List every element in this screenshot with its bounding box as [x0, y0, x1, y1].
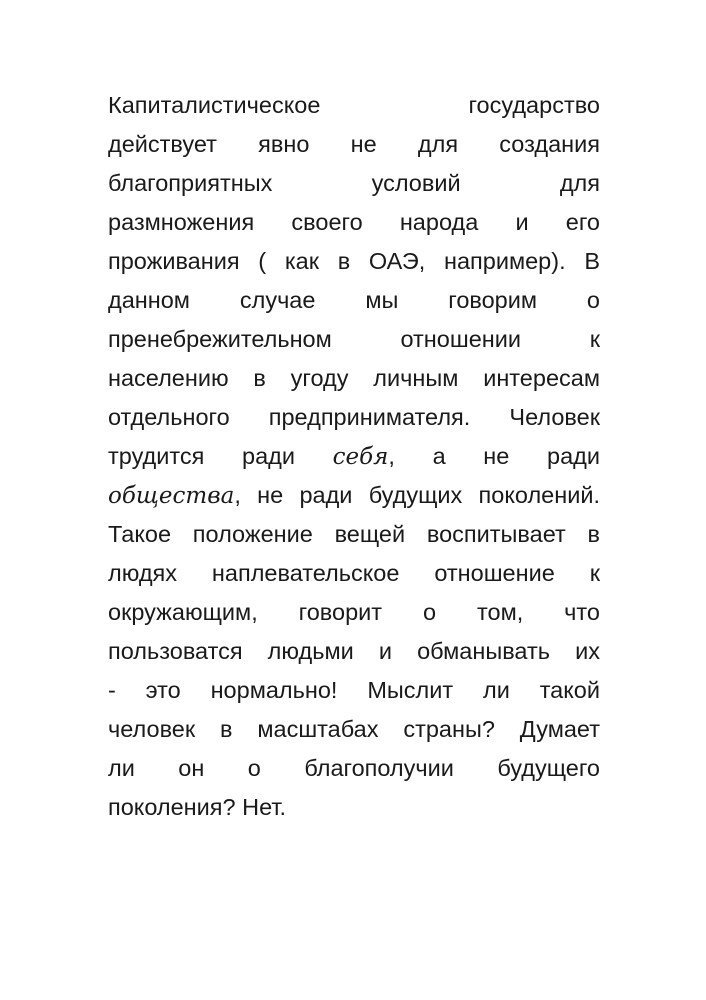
text-line: размножения своего народа и его: [108, 209, 600, 235]
text-line: - это нормально! Мыслит ли такой: [108, 677, 600, 703]
text-segment: , а не ради: [388, 443, 600, 469]
text-line: людях наплевательское отношение к: [108, 560, 600, 586]
text-line: [108, 476, 600, 515]
text-segment: трудится ради: [108, 443, 295, 469]
text-line: Капиталистическое государство: [108, 92, 600, 118]
text-line: данном случае мы говорим о: [108, 287, 600, 313]
text-line: пренебрежительном отношении к: [108, 326, 600, 352]
text-line: ли он о благополучии будущего: [108, 755, 600, 781]
text-line: поколения? Нет.: [108, 794, 287, 820]
emphasized-word: себя: [332, 444, 389, 470]
text-line: Такое положение вещей воспитывает в: [108, 521, 600, 547]
text-line: человек в масштабах страны? Думает: [108, 716, 600, 742]
text-line: действует явно не для создания: [108, 131, 600, 157]
text-line: окружающим, говорит о том, что: [108, 599, 600, 625]
text-segment: , не ради будущих поколений.: [234, 482, 600, 508]
emphasized-word: общества: [108, 483, 235, 509]
text-line: населению в угоду личным интересам: [108, 365, 600, 391]
text-line: пользоватся людьми и обманывать их: [108, 638, 600, 664]
paragraph: [108, 86, 600, 827]
text-line: проживания ( как в ОАЭ, например). В: [108, 248, 600, 274]
text-line: отдельного предпринимателя. Человек: [108, 404, 600, 430]
text-line: благоприятных условий для: [108, 170, 600, 196]
text-line: [108, 437, 600, 476]
